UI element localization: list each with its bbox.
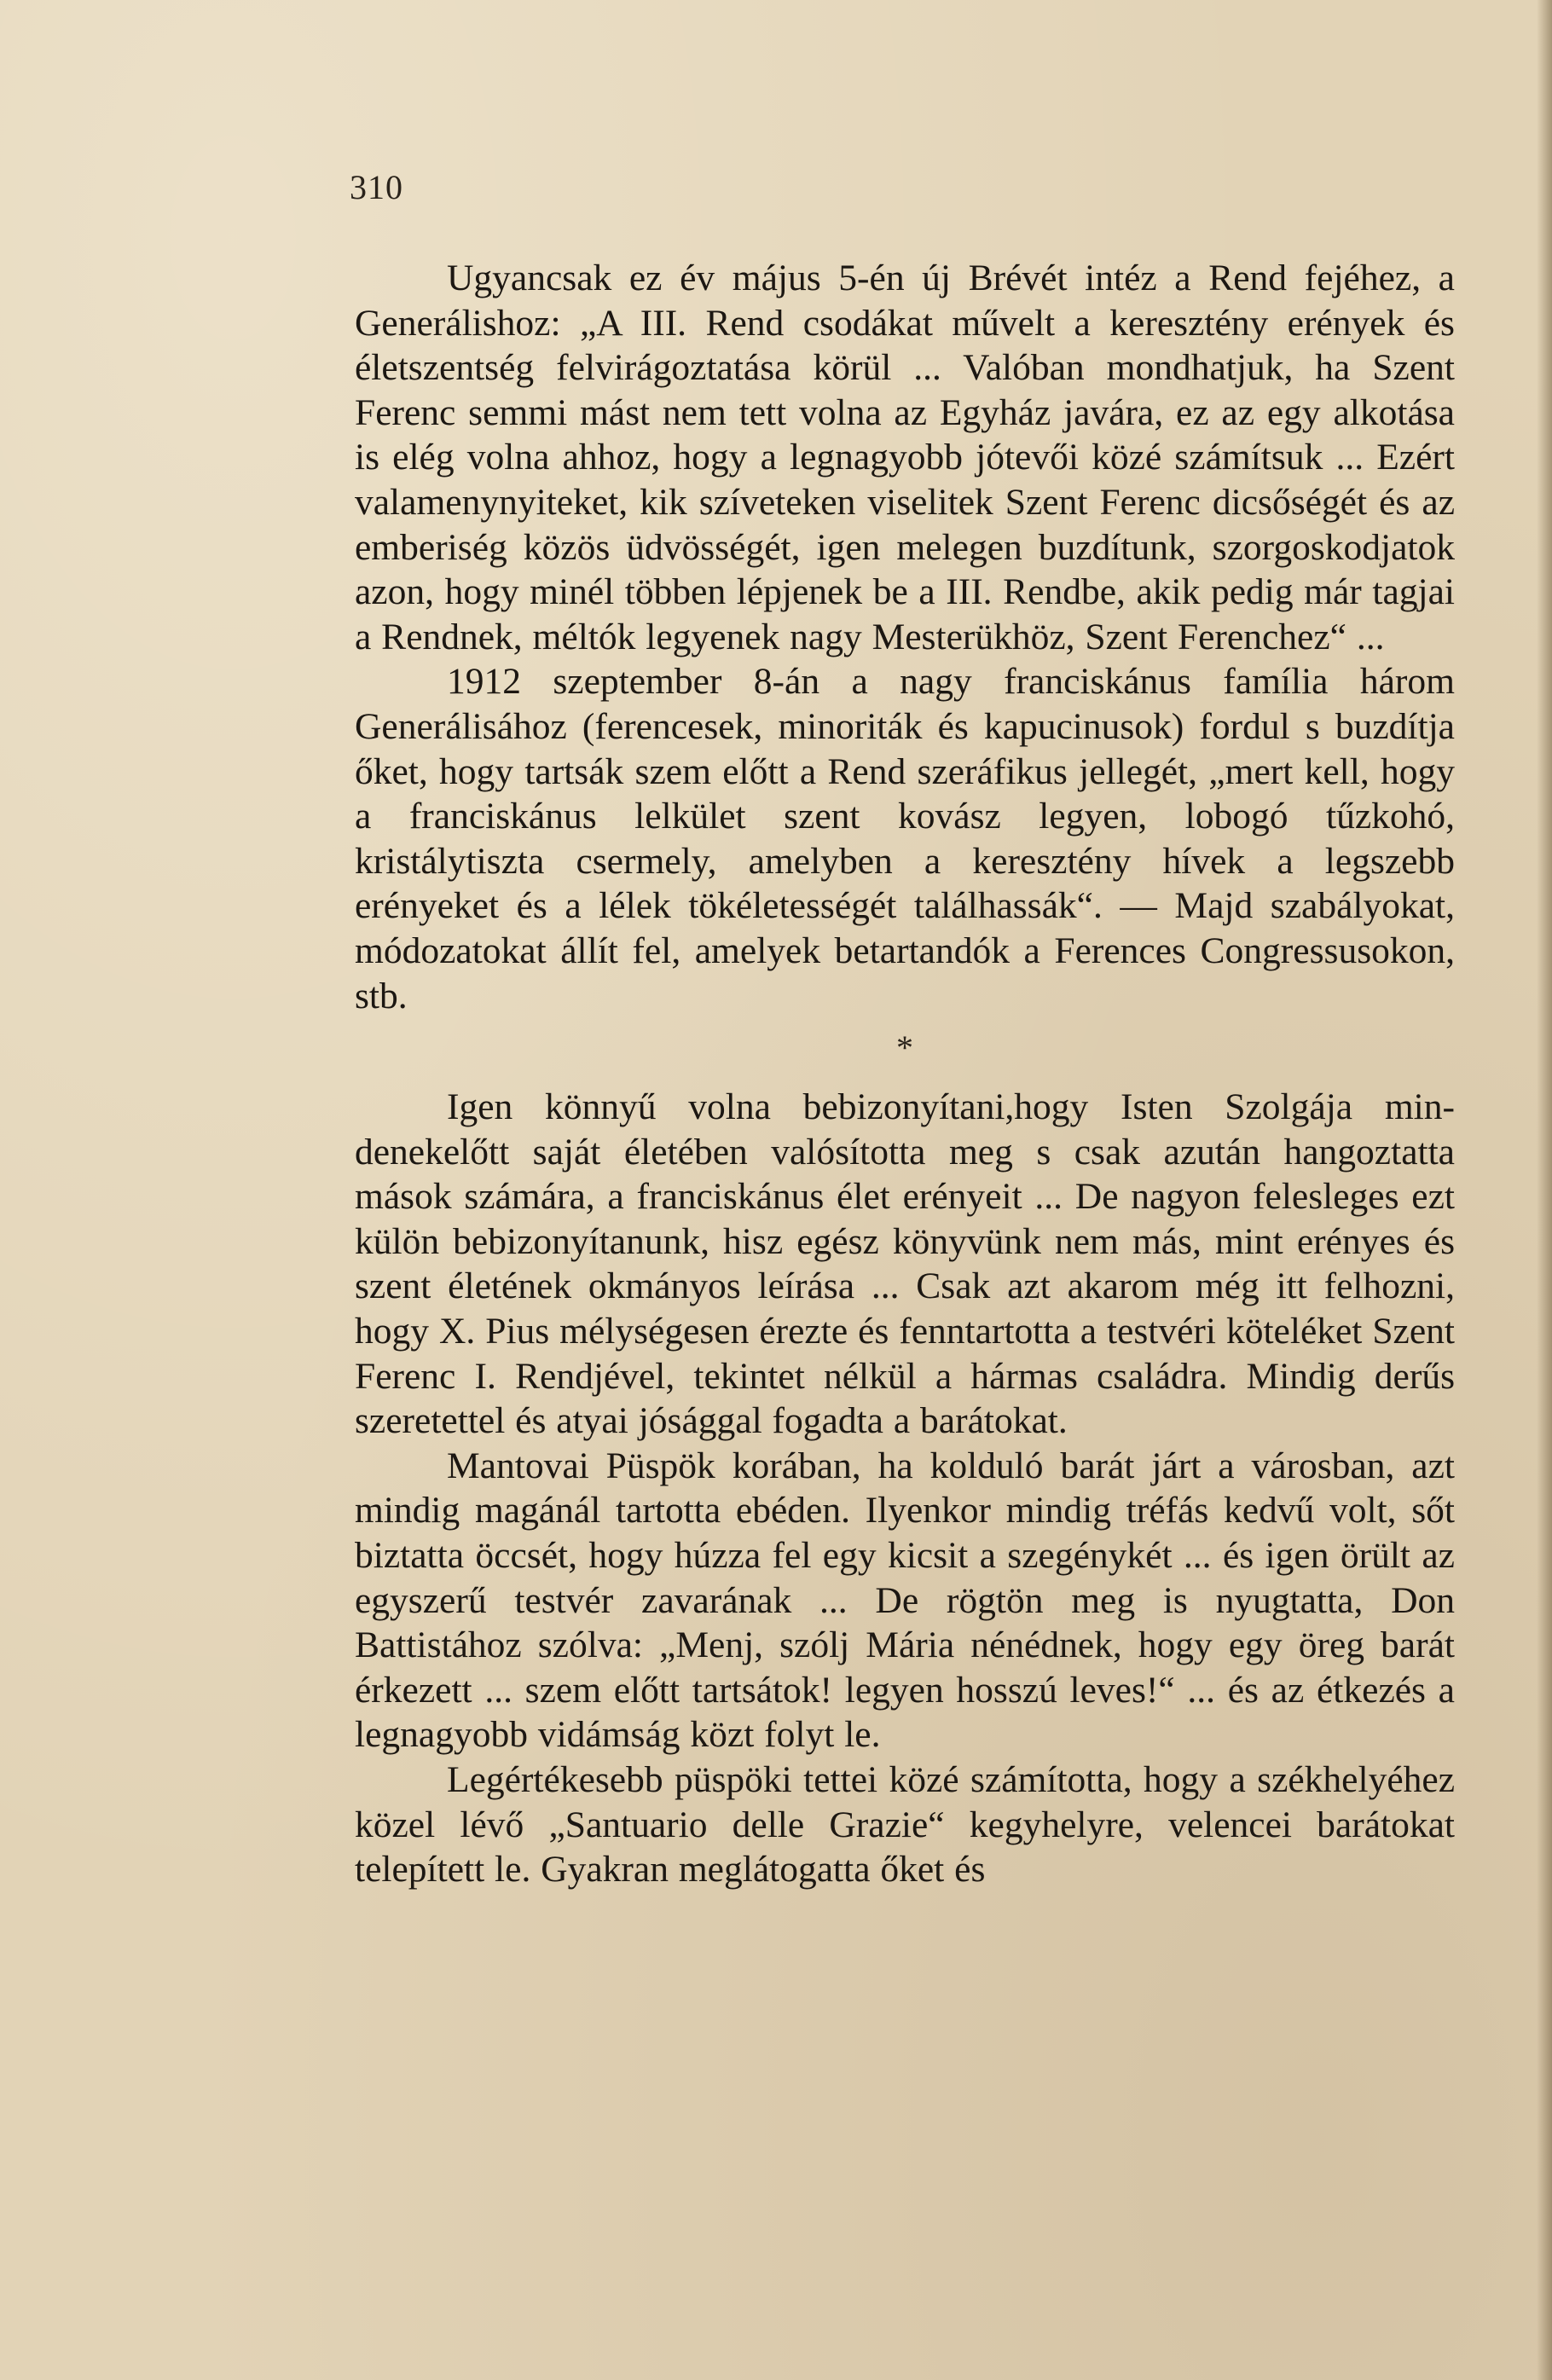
body-text xyxy=(355,256,1455,1892)
paragraph: Legértékesebb püspöki tettei közé számította, hogy a székhelyéhez közel lévő „Santuario delle Grazie“ kegyhelyre, velencei barátokat telepített le. Gyakran meglátogatta őket és xyxy=(355,1759,1455,1891)
paragraph: Ugyancsak ez év május 5-én új Brévét intéz a Rend fejéhez, a Generálishoz: „A III. Rend csodákat művelt a keresztény erények és életszentség felvirágoztatása körül ... Valóban mondhatjuk, ha Szent Ferenc semmi mást nem tett volna az Egyház javára, ez az egy alkotása is elég volna ahhoz, hogy a legnagyobb jótevői közé számítsuk ... Ezért valamenynyiteket, kik szíveteken viselitek Szent Ferenc dicsőségét és az emberiség közös üdvösségét, igen melegen buzdítunk, szorgoskodjatok azon, hogy minél többen lépjenek be a III. Rendbe, akik pedig már tagjai a Rendnek, méltók legyenek nagy Mesterükhöz, Szent Ferenchez“ ... xyxy=(355,258,1455,657)
paragraph: Igen könnyű volna bebizonyítani,hogy Isten Szolgája mindenekelőtt saját életében valósította meg s csak azután hangoztatta mások számára, a franciskánus élet erényeit ... De nagyon felesleges ezt külön bebizonyítanunk, hisz egész könyvünk nem más, mint erényes és szent életének okmányos leírása ... Csak azt akarom még itt felhozni, hogy X. Pius mélységesen érezte és fenntartotta a testvéri köteléket Szent Ferenc I. Rendjével, tekintet nélkül a hármas családra. Mindig derűs szeretettel és atyai jósággal fogadta a barátokat. xyxy=(355,1086,1455,1442)
paragraph: 1912 szeptember 8-án a nagy franciskánus família három Generálisához (ferencesek, minoriták és kapucinusok) fordul s buzdítja őket, hogy tartsák szem előtt a Rend szeráfikus jellegét, „mert kell, hogy a franciskánus lelkület szent kovász legyen, lobogó tűzkohó, kristálytiszta csermely, amelyben a keresztény hívek a legszebb erényeket és a lélek tökéletességét találhassák“. — Majd szabályokat, módozatokat állít fel, amelyek betartandók a Ferences Congressusokon, stb. xyxy=(355,661,1455,1016)
section-separator: * xyxy=(896,1028,913,1068)
paragraph: Mantovai Püspök korában, ha kolduló barát járt a városban, azt mindig magánál tartotta ebéden. Ilyenkor mindig tréfás kedvű volt, sőt biztatta öccsét, hogy húzza fel egy kicsit a szegénykét ... és igen örült az egyszerű testvér zavarának ... De rögtön meg is nyugtatta, Don Battistához szólva: „Menj, szólj Mária nénédnek, hogy egy öreg barát érkezett ... szem előtt tartsátok! legyen hosszú leves!“ ... és az étkezés a legnagyobb vidámság közt folyt le. xyxy=(355,1445,1455,1756)
page-number: 310 xyxy=(350,168,403,206)
page-edge-shadow xyxy=(1537,0,1552,2380)
